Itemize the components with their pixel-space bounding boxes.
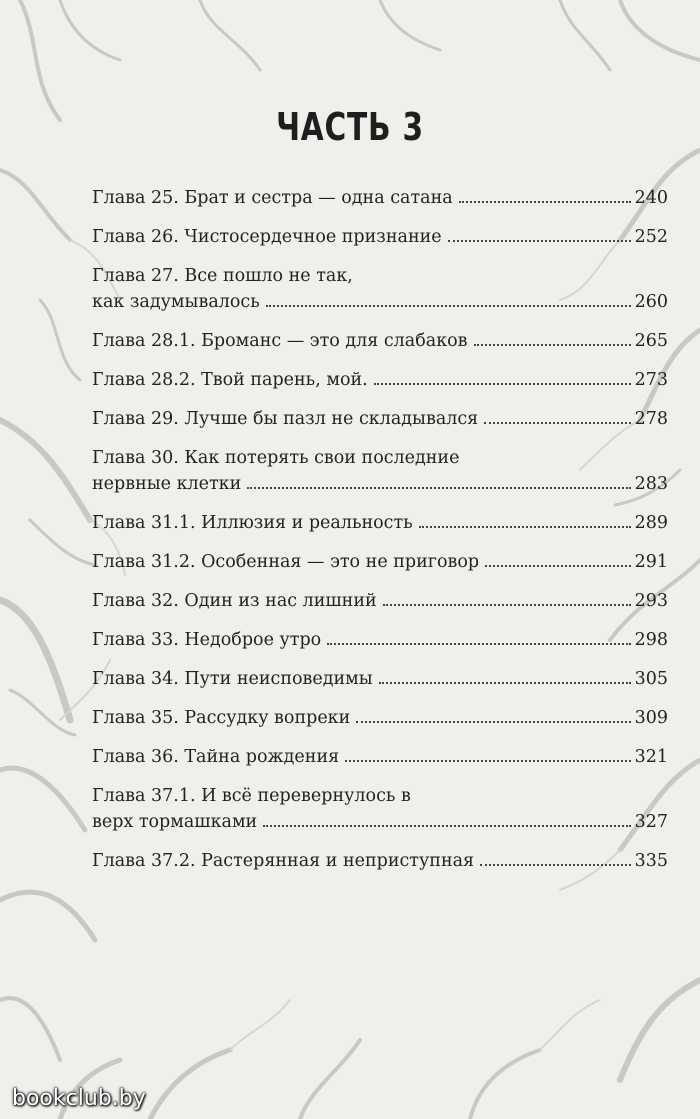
page-number: 289: [634, 513, 668, 533]
toc-entry-line: [92, 666, 668, 692]
chapter-title: Глава 33. Недоброе утро: [92, 630, 322, 650]
page-number: 240: [634, 188, 668, 208]
dot-leader: [247, 487, 630, 489]
chapter-title: Глава 27. Все пошло не так,: [92, 266, 353, 286]
page-number: 321: [634, 747, 668, 767]
dot-leader: [485, 565, 631, 567]
dot-leader: [419, 526, 631, 528]
toc-entry: [92, 224, 668, 250]
toc-entry: [92, 445, 668, 497]
chapter-title: верх тормашками: [92, 812, 258, 832]
chapter-title: Глава 32. Один из нас лишний: [92, 591, 377, 611]
page-number: 252: [634, 227, 668, 247]
part-title: ЧАСТЬ 3: [276, 105, 424, 149]
page-number: 293: [634, 591, 668, 611]
toc-entry-line: [92, 510, 668, 536]
chapter-title: Глава 25. Брат и сестра — одна сатана: [92, 188, 453, 208]
dot-leader: [474, 344, 631, 346]
chapter-title: Глава 29. Лучше бы пазл не складывался: [92, 409, 479, 429]
dot-leader: [266, 305, 631, 307]
toc-entry: [92, 783, 668, 835]
toc-entry-line: [92, 406, 668, 432]
toc-entry-line: [92, 328, 668, 354]
page-number: 291: [634, 552, 668, 572]
page-number: 260: [634, 292, 668, 312]
dot-leader: [379, 682, 631, 684]
page-number: 309: [634, 708, 668, 728]
toc-entry-line: [92, 367, 668, 393]
chapter-title: Глава 37.2. Растерянная и неприступная: [92, 851, 475, 871]
page-number: 278: [634, 409, 668, 429]
toc-entry: [92, 263, 668, 315]
dot-leader: [448, 240, 631, 242]
toc-entry-line: [92, 471, 668, 497]
toc-entry: [92, 666, 668, 692]
toc-entry-line: [92, 185, 668, 211]
watermark-logo: bookclub.by: [12, 1086, 146, 1111]
chapter-title: Глава 37.1. И всё перевернулось в: [92, 786, 411, 806]
chapter-title: Глава 34. Пути неисповедимы: [92, 669, 373, 689]
toc-entry-line: [92, 627, 668, 653]
toc-entry: [92, 744, 668, 770]
toc-entry: [92, 328, 668, 354]
page-number: 335: [634, 851, 668, 871]
dot-leader: [345, 760, 630, 762]
dot-leader: [383, 604, 631, 606]
toc-entry: [92, 627, 668, 653]
toc-entry: [92, 367, 668, 393]
table-of-contents: [92, 185, 668, 887]
chapter-title: Глава 28.1. Броманс — это для слабаков: [92, 331, 468, 351]
chapter-title: Глава 31.2. Особенная — это не приговор: [92, 552, 480, 572]
dot-leader: [484, 422, 630, 424]
toc-entry-line: [92, 549, 668, 575]
dot-leader: [356, 721, 630, 723]
chapter-title: Глава 35. Рассудку вопреки: [92, 708, 351, 728]
toc-entry-line: [92, 224, 668, 250]
toc-entry-line: [92, 809, 668, 835]
chapter-title: Глава 31.1. Иллюзия и реальность: [92, 513, 413, 533]
chapter-title: Глава 30. Как потерять свои последние: [92, 448, 460, 468]
toc-entry-line: [92, 744, 668, 770]
dot-leader: [480, 864, 631, 866]
chapter-title: Глава 36. Тайна рождения: [92, 747, 340, 767]
toc-entry-line: [92, 588, 668, 614]
dot-leader: [263, 825, 630, 827]
toc-entry: [92, 510, 668, 536]
toc-entry-line: [92, 289, 668, 315]
toc-entry: [92, 185, 668, 211]
page-number: 298: [634, 630, 668, 650]
toc-entry-line: [92, 783, 668, 809]
page-number: 265: [634, 331, 668, 351]
toc-entry: [92, 406, 668, 432]
chapter-title: Глава 26. Чистосердечное признание: [92, 227, 442, 247]
toc-entry: [92, 705, 668, 731]
toc-entry: [92, 588, 668, 614]
chapter-title: нервные клетки: [92, 474, 242, 494]
toc-entry-line: [92, 445, 668, 471]
page-number: 305: [634, 669, 668, 689]
toc-entry: [92, 848, 668, 874]
toc-entry-line: [92, 705, 668, 731]
page-number: 273: [634, 370, 668, 390]
toc-entry-line: [92, 263, 668, 289]
toc-entry: [92, 549, 668, 575]
chapter-title: Глава 28.2. Твой парень, мой.: [92, 370, 368, 390]
dot-leader: [327, 643, 630, 645]
page-number: 283: [634, 474, 668, 494]
dot-leader: [459, 201, 631, 203]
chapter-title: как задумывалось: [92, 292, 260, 312]
toc-entry-line: [92, 848, 668, 874]
page-number: 327: [634, 812, 668, 832]
dot-leader: [374, 383, 631, 385]
